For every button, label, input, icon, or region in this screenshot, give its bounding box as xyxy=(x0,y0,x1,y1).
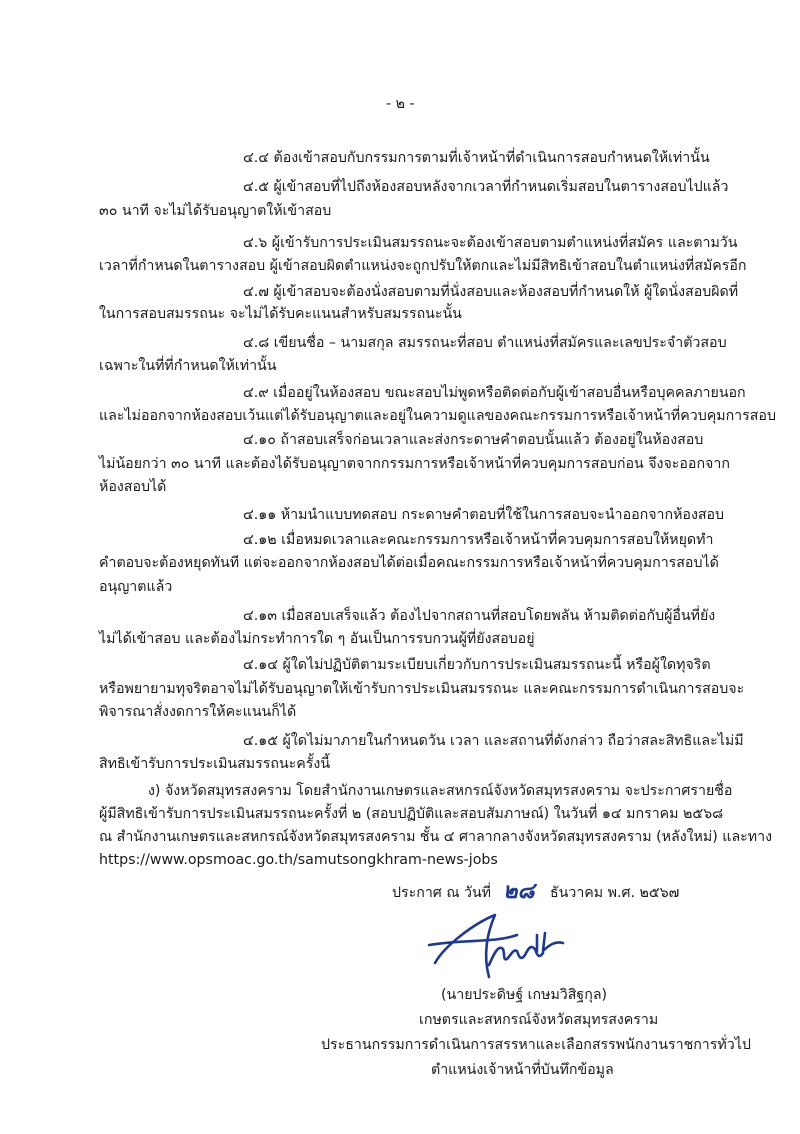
signer-name: (นายประดิษฐ์ เกษมวิสิฐกุล) xyxy=(441,987,608,1003)
signer-title: เกษตรและสหกรณ์จังหวัดสมุทรสงคราม xyxy=(419,1012,659,1028)
rule-4-11-line-1: ๔.๑๑ ห้ามนำแบบทดสอบ กระดาษคำตอบที่ใช้ในการสอบจะนำออกจากห้องสอบ xyxy=(243,507,725,523)
rule-4-10-line-3: ห้องสอบได้ xyxy=(99,479,167,495)
announcement-prefix: ประกาศ ณ วันที่ xyxy=(392,885,492,901)
signer-note: ตำแหน่งเจ้าหน้าที่บันทึกข้อมูล xyxy=(431,1062,614,1078)
rule-4-8-line-1: ๔.๘ เขียนชื่อ – นามสกุล สมรรถนะที่สอบ ตำแหน่งที่สมัครและเลขประจำตัวสอบ xyxy=(243,335,727,351)
rule-4-12-line-3: อนุญาตแล้ว xyxy=(99,579,173,595)
rule-4-10-line-1: ๔.๑๐ ถ้าสอบเสร็จก่อนเวลาและส่งกระดาษคำตอบนั้นแล้ว ต้องอยู่ในห้องสอบ xyxy=(243,432,704,448)
rule-4-12-line-2: คำตอบจะต้องหยุดทันที แต่จะออกจากห้องสอบได้ต่อเมื่อคณะกรรมการหรือเจ้าหน้าที่ควบคุมการสอบได้ xyxy=(99,555,719,571)
rule-4-13-line-1: ๔.๑๓ เมื่อสอบเสร็จแล้ว ต้องไปจากสถานที่สอบโดยพลัน ห้ามติดต่อกับผู้อื่นที่ยัง xyxy=(243,608,716,624)
section-ng-line-1: ง) จังหวัดสมุทรสงคราม โดยสำนักงานเกษตรและสหกรณ์จังหวัดสมุทรสงคราม จะประกาศรายชื่อ xyxy=(148,783,733,799)
rule-4-8-line-2: เฉพาะในที่ที่กำหนดให้เท่านั้น xyxy=(99,358,277,374)
rule-4-14-line-1: ๔.๑๔ ผู้ใดไม่ปฏิบัติตามระเบียบเกี่ยวกับการประเมินสมรรถนะนี้ หรือผู้ใดทุจริต xyxy=(243,657,711,673)
rule-4-5-line-1: ๔.๕ ผู้เข้าสอบที่ไปถึงห้องสอบหลังจากเวลาที่กำหนดเริ่มสอบในตารางสอบไปแล้ว xyxy=(243,179,729,195)
rule-4-7-line-1: ๔.๗ ผู้เข้าสอบจะต้องนั่งสอบตามที่นั่งสอบและห้องสอบที่กำหนดให้ ผู้ใดนั่งสอบผิดที่ xyxy=(243,284,739,300)
rule-4-14-line-2: หรือพยายามทุจริตอาจไม่ได้รับอนุญาตให้เข้ารับการประเมินสมรรถนะ และคณะกรรมการดำเนินการสอบจะ xyxy=(99,681,745,697)
rule-4-6-line-2: เวลาที่กำหนดในตารางสอบ ผู้เข้าสอบผิดตำแหน่งจะถูกปรับให้ตกและไม่มีสิทธิเข้าสอบในตำแหน่งที่สมัครอีก xyxy=(99,258,747,274)
rule-4-13-line-2: ไม่ได้เข้าสอบ และต้องไม่กระทำการใด ๆ อันเป็นการรบกวนผู้ที่ยังสอบอยู่ xyxy=(99,631,535,647)
announcement-month-year: ธันวาคม พ.ศ. ๒๕๖๗ xyxy=(550,885,680,901)
rule-4-9-line-2: และไม่ออกจากห้องสอบเว้นแต่ได้รับอนุญาตและอยู่ในความดูแลของคณะกรรมการหรือเจ้าหน้าที่ควบคุมการสอบ xyxy=(99,408,776,424)
handwritten-signature xyxy=(425,905,585,987)
section-ng-line-2: ผู้มีสิทธิเข้ารับการประเมินสมรรถนะครั้งที่ ๒ (สอบปฏิบัติและสอบสัมภาษณ์) ในวันที่ ๑๔ มกราคม ๒๕๖๘ xyxy=(99,806,724,822)
announcement-day-handwritten: ๒๘ xyxy=(503,878,535,904)
rule-4-14-line-3: พิจารณาสั่งงดการให้คะแนนก็ได้ xyxy=(99,704,297,720)
rule-4-5-line-2: ๓๐ นาที จะไม่ได้รับอนุญาตให้เข้าสอบ xyxy=(99,203,332,219)
rule-4-15-line-1: ๔.๑๕ ผู้ใดไม่มาภายในกำหนดวัน เวลา และสถานที่ดังกล่าว ถือว่าสละสิทธิและไม่มี xyxy=(243,733,744,749)
signer-role: ประธานกรรมการดำเนินการสรรหาและเลือกสรรพนักงานราชการทั่วไป xyxy=(321,1037,751,1053)
rule-4-6-line-1: ๔.๖ ผู้เข้ารับการประเมินสมรรถนะจะต้องเข้าสอบตามตำแหน่งที่สมัคร และตามวัน xyxy=(243,235,738,251)
section-ng-url: https://www.opsmoac.go.th/samutsongkhram-news-jobs xyxy=(99,852,498,868)
rule-4-4-line-1: ๔.๔ ต้องเข้าสอบกับกรรมการตามที่เจ้าหน้าที่ดำเนินการสอบกำหนดให้เท่านั้น xyxy=(243,150,710,166)
rule-4-15-line-2: สิทธิเข้ารับการประเมินสมรรถนะครั้งนี้ xyxy=(99,756,331,772)
rule-4-10-line-2: ไม่น้อยกว่า ๓๐ นาที และต้องได้รับอนุญาตจากกรรมการหรือเจ้าหน้าที่ควบคุมการสอบก่อน จึงจะออกจาก xyxy=(99,456,730,472)
rule-4-9-line-1: ๔.๙ เมื่ออยู่ในห้องสอบ ขณะสอบไม่พูดหรือติดต่อกับผู้เข้าสอบอื่นหรือบุคคลภายนอก xyxy=(243,385,746,401)
section-ng-line-3: ณ สำนักงานเกษตรและสหกรณ์จังหวัดสมุทรสงคราม ชั้น ๔ ศาลากลางจังหวัดสมุทรสงคราม (หลังใหม่) และทาง xyxy=(99,829,772,845)
rule-4-7-line-2: ในการสอบสมรรถนะ จะไม่ได้รับคะแนนสำหรับสมรรถนะนั้น xyxy=(99,306,462,322)
page-number: - ๒ - xyxy=(386,96,415,112)
rule-4-12-line-1: ๔.๑๒ เมื่อหมดเวลาและคณะกรรมการหรือเจ้าหน้าที่ควบคุมการสอบให้หยุดทำ xyxy=(243,532,714,548)
